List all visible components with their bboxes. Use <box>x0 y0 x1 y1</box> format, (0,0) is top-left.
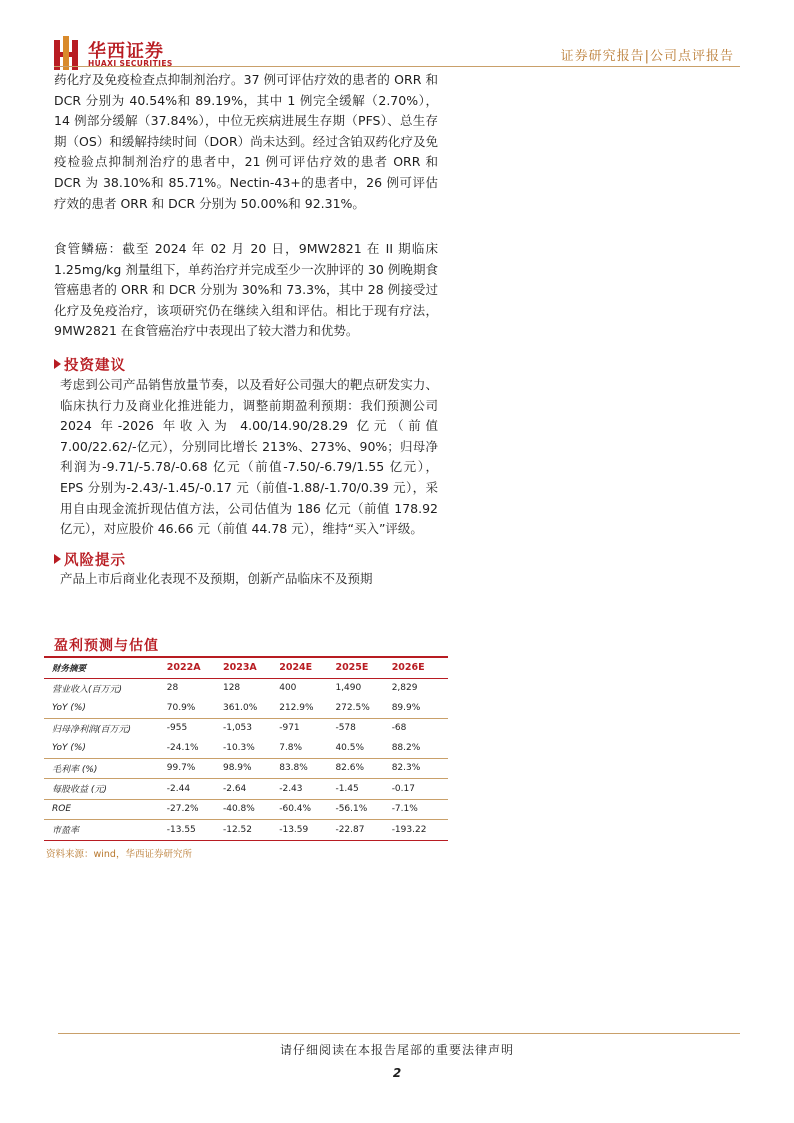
table-cell: -60.4% <box>279 799 335 820</box>
column-header: 2022A <box>167 658 223 678</box>
table-cell: -1.45 <box>335 779 391 800</box>
logo <box>54 36 224 70</box>
column-header: 财务摘要 <box>44 658 167 678</box>
logo-text-cn: 华西证券 <box>88 41 164 62</box>
table-header-row <box>44 658 448 678</box>
section-title-investment <box>54 354 126 375</box>
table-cell: 272.5% <box>335 702 370 713</box>
report-type: 证券研究报告|公司点评报告 <box>560 49 734 64</box>
table-cell: -955 <box>167 718 223 738</box>
table-row <box>44 738 448 758</box>
table-cell: -68 <box>392 718 448 738</box>
table-cell: 128 <box>222 683 241 694</box>
table-row <box>44 678 448 698</box>
table-cell: -578 <box>335 718 391 738</box>
footer-divider <box>58 1033 740 1034</box>
table-cell: 400 <box>279 683 297 694</box>
section-title-text: 投资建议 <box>64 358 126 374</box>
column-header: 2023A <box>223 658 279 678</box>
paragraph-investment-advice: 考虑到公司产品销售放量节奏，以及看好公司强大的靶点研发实力、临床执行力及商业化推进能力，调整前期盈利预期：我们预测公司 2024 年-2026 年收入为 4.00/14.90/28.29 亿元（前值 7.00/22.62/-亿元），分别同比增长 213%、273%、90%；归母净利润为-9.71/-5.78/-0.68 亿元（前值-7.50/-6.79/1.55 亿元），EPS 分别为-2.43/-1.45/-0.17 元（前值-1.88/-1.70/0.39 元），采用自由现金流折现估值方法，公司估值为 186 亿元（前值 178.92 亿元），对应股价 46.66 元（前值 44.78 元），维持“买入”评级。 <box>60 377 438 537</box>
row-label: 营业收入(百万元) <box>52 684 123 695</box>
table-cell: -22.87 <box>335 820 391 841</box>
paragraph-risk: 产品上市后商业化表现不及预期，创新产品临床不及预期 <box>60 571 373 586</box>
table-cell: -1,053 <box>223 718 279 738</box>
table-cell: -56.1% <box>335 799 391 820</box>
row-label: YoY (%) <box>52 702 86 713</box>
table-cell: 82.6% <box>335 758 391 779</box>
header-divider <box>54 66 740 67</box>
table-cell: 82.3% <box>392 758 448 779</box>
row-label: 归母净利润(百万元) <box>44 718 167 738</box>
table-source-note: 资料来源：wind，华西证券研究所 <box>46 849 192 860</box>
table-row <box>44 758 448 779</box>
table-cell: 99.7% <box>167 758 223 779</box>
row-label: YoY (%) <box>52 742 86 753</box>
table-cell: 1,490 <box>335 683 362 694</box>
table-cell: 28 <box>166 683 179 694</box>
column-header: 2024E <box>279 658 335 678</box>
table-cell: 2,829 <box>391 683 418 694</box>
section-title-text: 风险提示 <box>64 553 126 569</box>
table-cell: -27.2% <box>167 799 223 820</box>
table-row <box>44 698 448 718</box>
table-cell: -40.8% <box>223 799 279 820</box>
table-cell: -12.52 <box>223 820 279 841</box>
row-label: 每股收益 (元) <box>44 779 167 800</box>
table-cell: -7.1% <box>392 799 448 820</box>
table-cell: 7.8% <box>279 742 303 753</box>
paragraph-esophageal-cancer: 食管鳞癌：截至 2024 年 02 月 20 日，9MW2821 在 II 期临床 1.25mg/kg 剂量组下，单药治疗并完成至少一次肿评的 30 例晚期食管癌患者的 ORR 和 DCR 分别为 30%和 73.3%，其中 28 例接受过化疗及免疫治疗，该项研究仍在继续入组和评估。相比于现有疗法，9MW2821 在食管癌治疗中表现出了较大潜力和优势。 <box>54 241 438 339</box>
table-cell: -193.22 <box>392 820 448 841</box>
table-cell: -2.44 <box>167 779 223 800</box>
huaxi-logo-icon <box>54 36 80 70</box>
table-cell: -2.64 <box>223 779 279 800</box>
row-label: 市盈率 <box>44 820 167 841</box>
table-cell: -24.1% <box>166 742 199 753</box>
table-cell: 89.9% <box>391 702 421 713</box>
table-cell: 88.2% <box>391 742 421 753</box>
table-cell: -0.17 <box>392 779 448 800</box>
table-cell: 40.5% <box>335 742 365 753</box>
table-title: 盈利预测与估值 <box>54 638 159 654</box>
table-cell: 361.0% <box>222 702 258 713</box>
triangle-bullet-icon <box>54 359 61 369</box>
page-number: 2 <box>392 1066 402 1080</box>
table-cell: -13.55 <box>167 820 223 841</box>
table-cell: 83.8% <box>279 758 335 779</box>
legal-notice: 请仔细阅读在本报告尾部的重要法律声明 <box>279 1043 514 1057</box>
paragraph-clinical-results: 药化疗及免疫检查点抑制剂治疗。37 例可评估疗效的患者的 ORR 和 DCR 分别为 40.54%和 89.19%，其中 1 例完全缓解（2.70%），14 例部分缓解（37.84%），中位无疾病进展生存期（PFS）、总生存期（OS）和缓解持续时间（DOR）尚未达到。经过含铂双药化疗及免疫检验点抑制剂治疗的患者中，21 例可评估疗效的患者 ORR 和 DCR 为 38.10%和 85.71%。Nectin-43+的患者中，26 例可评估疗效的患者 ORR 和 DCR 分别为 50.00%和 92.31%。 <box>54 72 438 211</box>
row-label: 毛利率 (%) <box>44 758 167 779</box>
triangle-bullet-icon <box>54 554 61 564</box>
table-cell: -2.43 <box>279 779 335 800</box>
table-row <box>44 718 448 738</box>
financial-forecast-table <box>44 658 448 841</box>
table-cell: 98.9% <box>223 758 279 779</box>
section-title-risk <box>54 549 126 570</box>
table-row <box>44 820 448 841</box>
table-cell: 212.9% <box>279 702 314 713</box>
table-row <box>44 799 448 820</box>
table-cell: -13.59 <box>279 820 335 841</box>
column-header: 2026E <box>392 658 448 678</box>
table-cell: -10.3% <box>222 742 255 753</box>
row-label: ROE <box>44 799 167 820</box>
column-header: 2025E <box>335 658 391 678</box>
logo-text-en: HUAXI SECURITIES <box>88 59 173 68</box>
table-cell: -971 <box>279 718 335 738</box>
table-cell: 70.9% <box>166 702 196 713</box>
table-row <box>44 779 448 800</box>
